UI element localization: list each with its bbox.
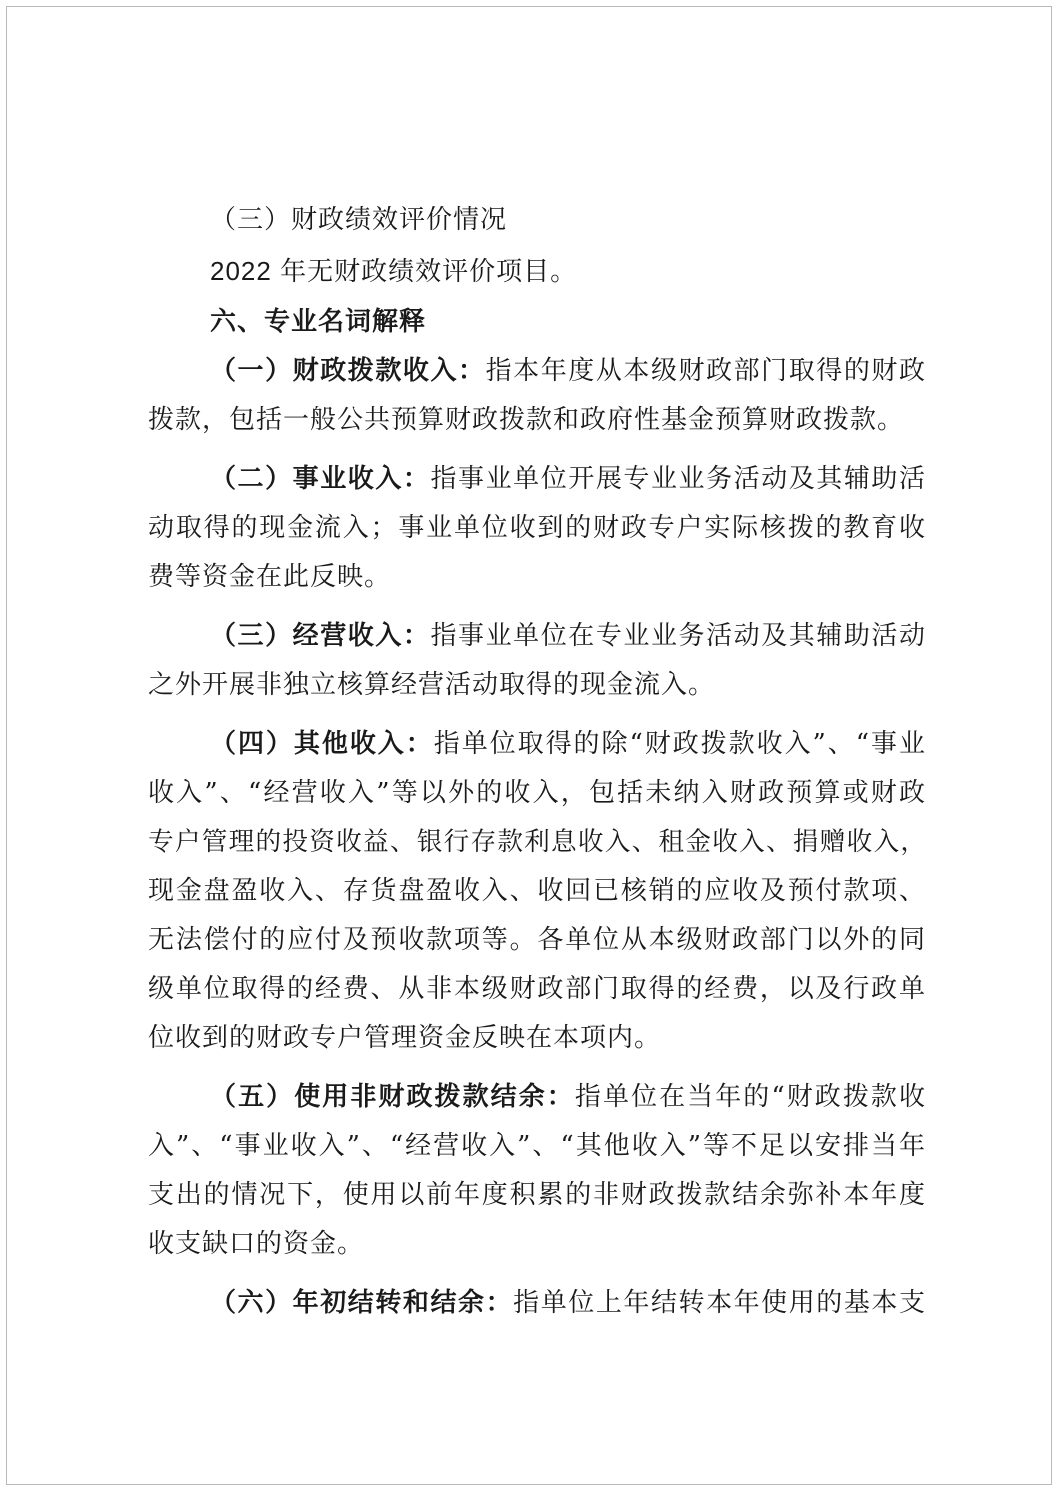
term-4-line-2 — [148, 769, 926, 818]
term-1-line-2 — [148, 396, 926, 445]
term-4-line-6 — [148, 965, 926, 1014]
term-1-line-1 — [148, 347, 926, 396]
term-1-text-1: 指本年度从本级财政部门取得的财政 — [485, 356, 926, 386]
term-5-text-2: 入”、“事业收入”、“经营收入”、“其他收入”等不足以安排当年 — [148, 1131, 926, 1161]
section-heading-terms — [148, 298, 926, 347]
term-3-line-2 — [148, 661, 926, 710]
term-4-text-2: 收入”、“经营收入”等以外的收入，包括未纳入财政预算或财政 — [148, 778, 926, 808]
term-5-text-3: 支出的情况下，使用以前年度积累的非财政拨款结余弥补本年度 — [148, 1180, 926, 1210]
term-6-label: （六）年初结转和结余： — [210, 1288, 514, 1318]
term-4-line-1 — [148, 720, 926, 769]
term-4-text-1: 指单位取得的除“财政拨款收入”、“事业 — [433, 729, 926, 759]
term-5-line-3 — [148, 1171, 926, 1220]
term-2-text-1: 指事业单位开展专业业务活动及其辅助活 — [430, 464, 926, 494]
term-4-text-7: 位收到的财政专户管理资金反映在本项内。 — [148, 1023, 662, 1053]
term-4-line-5 — [148, 916, 926, 965]
term-3-line-1 — [148, 612, 926, 661]
term-3-text-1: 指事业单位在专业业务活动及其辅助活动 — [430, 621, 926, 651]
term-2-line-2 — [148, 504, 926, 553]
term-4-text-5: 无法偿付的应付及预收款项等。各单位从本级财政部门以外的同 — [148, 925, 926, 955]
term-4-text-6: 级单位取得的经费、从非本级财政部门取得的经费，以及行政单 — [148, 974, 926, 1004]
term-4-text-3: 专户管理的投资收益、银行存款利息收入、租金收入、捐赠收入， — [148, 827, 926, 857]
term-2-text-3: 费等资金在此反映。 — [148, 562, 392, 592]
term-3-text-2: 之外开展非独立核算经营活动取得的现金流入。 — [148, 670, 716, 700]
term-5-text-1: 指单位在当年的“财政拨款收 — [574, 1082, 926, 1112]
term-2-line-1 — [148, 455, 926, 504]
term-1-label: （一）财政拨款收入： — [210, 356, 486, 386]
term-3-label: （三）经营收入： — [210, 621, 431, 651]
eval-paragraph — [148, 247, 926, 296]
term-5-label: （五）使用非财政拨款结余： — [210, 1082, 575, 1112]
section-heading-eval — [148, 196, 926, 245]
term-4-line-7 — [148, 1014, 926, 1063]
term-5-line-4 — [148, 1220, 926, 1269]
term-2-text-2: 动取得的现金流入；事业单位收到的财政专户实际核拨的教育收 — [148, 513, 926, 543]
term-5-line-1 — [148, 1073, 926, 1122]
eval-text: 2022 年无财政绩效评价项目。 — [210, 256, 578, 286]
term-4-line-3 — [148, 818, 926, 867]
term-2-line-3 — [148, 553, 926, 602]
term-6-text-1: 指单位上年结转本年使用的基本支 — [513, 1288, 926, 1318]
term-4-line-4 — [148, 867, 926, 916]
term-2-label: （二）事业收入： — [210, 464, 431, 494]
term-4-text-4: 现金盘盈收入、存货盘盈收入、收回已核销的应收及预付款项、 — [148, 876, 926, 906]
term-5-text-4: 收支缺口的资金。 — [148, 1229, 365, 1259]
terms-heading-text: 六、专业名词解释 — [210, 307, 427, 337]
eval-heading-text: （三）财政绩效评价情况 — [210, 205, 508, 235]
term-5-line-2 — [148, 1122, 926, 1171]
term-6-line-1 — [148, 1279, 926, 1328]
document-body — [148, 196, 926, 1328]
term-1-text-2: 拨款，包括一般公共预算财政拨款和政府性基金预算财政拨款。 — [148, 405, 905, 435]
term-4-label: （四）其他收入： — [210, 729, 434, 759]
